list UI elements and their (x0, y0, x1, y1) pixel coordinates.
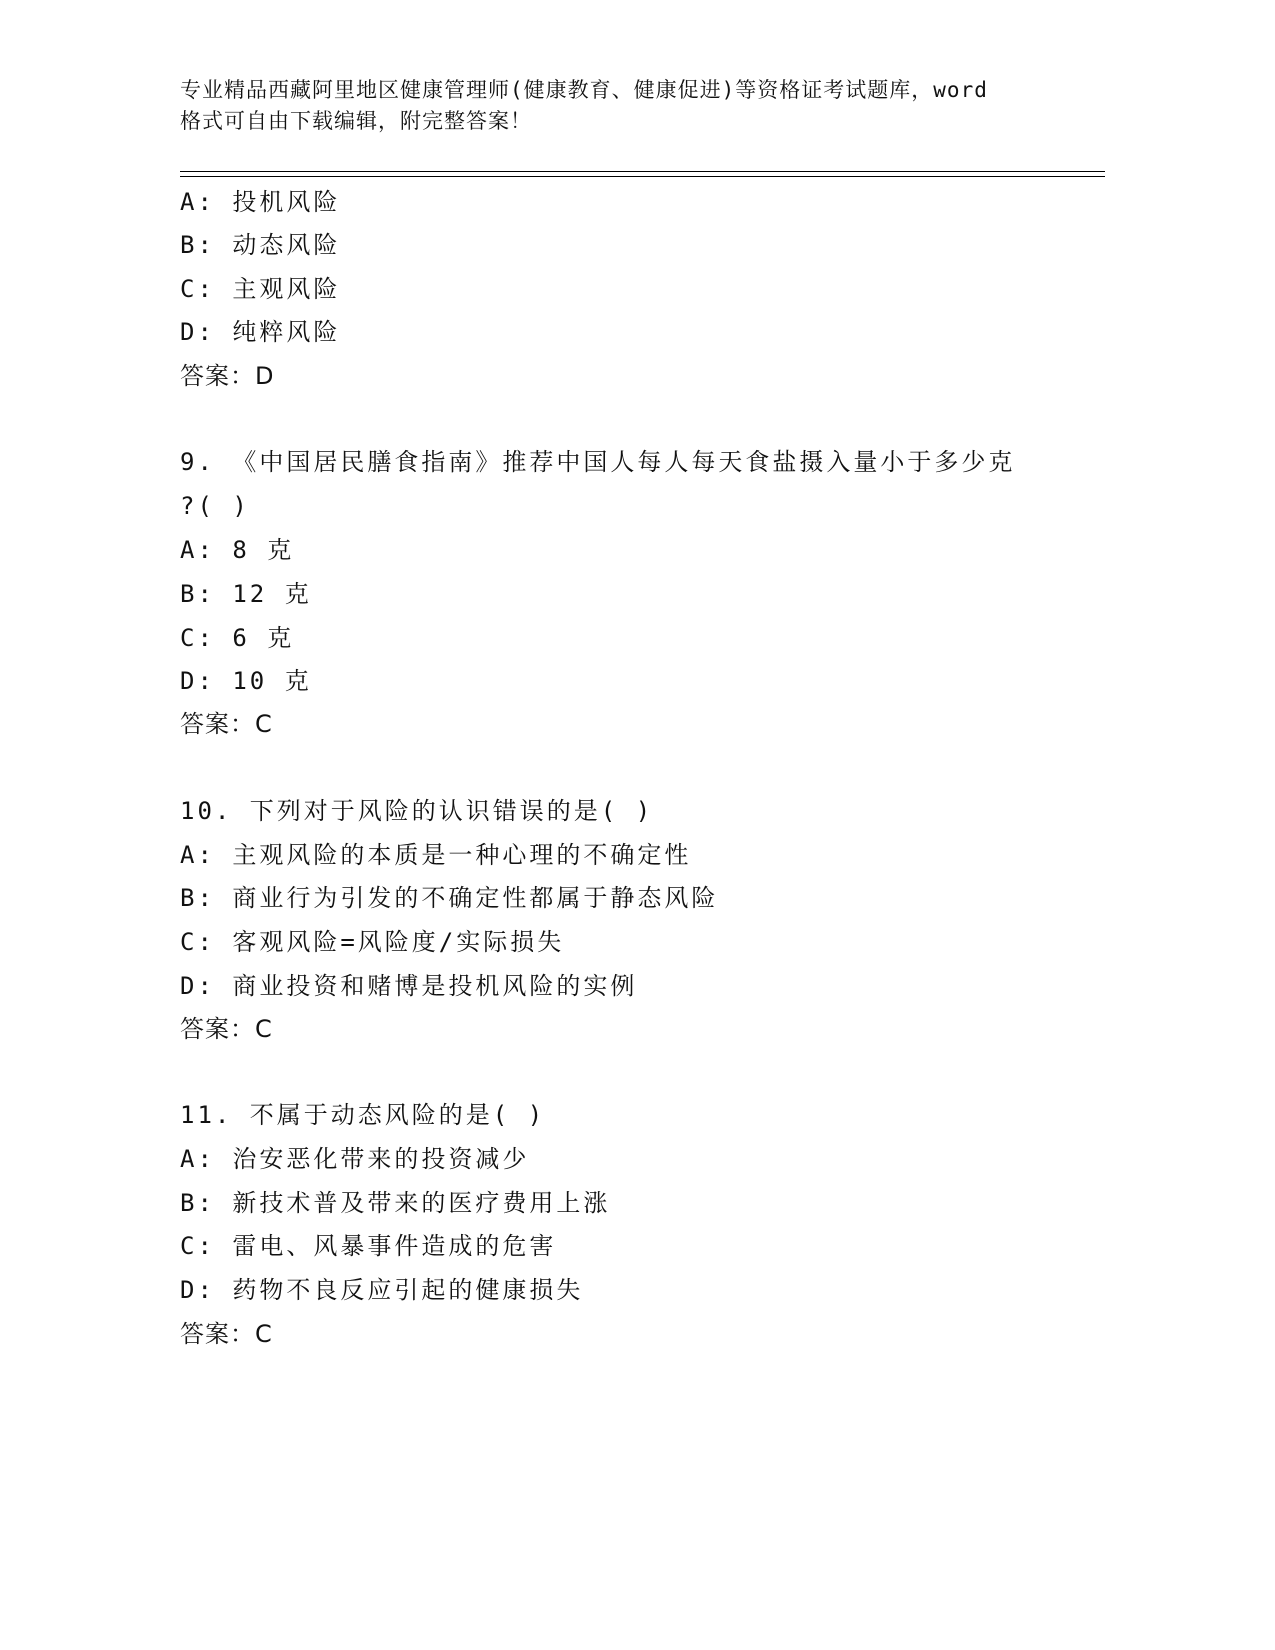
divider-top (180, 171, 1105, 172)
q9-question-cont: ?( ) (180, 492, 250, 520)
q9-option-b: B: 12 克 (180, 580, 312, 608)
header-line-2: 格式可自由下载编辑，附完整答案！ (180, 109, 532, 133)
q9-option-a: A: 8 克 (180, 536, 295, 564)
q10-option-b: B: 商业行为引发的不确定性都属于静态风险 (180, 884, 719, 912)
q8-option-a: A: 投机风险 (180, 188, 341, 216)
q11-option-a: A: 治安恶化带来的投资减少 (180, 1145, 530, 1173)
q11-option-c: C: 雷电、风暴事件造成的危害 (180, 1232, 557, 1260)
divider-bottom (180, 176, 1105, 177)
q8-option-b: B: 动态风险 (180, 231, 341, 259)
q11-option-d: D: 药物不良反应引起的健康损失 (180, 1276, 584, 1304)
q11-option-b: B: 新技术普及带来的医疗费用上涨 (180, 1189, 611, 1217)
q10-option-d: D: 商业投资和赌博是投机风险的实例 (180, 972, 638, 1000)
q10-option-c: C: 客观风险=风险度/实际损失 (180, 928, 565, 956)
q11-answer: 答案：C (180, 1320, 273, 1348)
q10-option-a: A: 主观风险的本质是一种心理的不确定性 (180, 841, 692, 869)
q10-question: 10. 下列对于风险的认识错误的是( ) (180, 797, 654, 825)
q11-question: 11. 不属于动态风险的是( ) (180, 1101, 546, 1129)
q8-option-d: D: 纯粹风险 (180, 318, 341, 346)
q9-option-c: C: 6 克 (180, 624, 295, 652)
q8-option-c: C: 主观风险 (180, 275, 341, 303)
q9-answer: 答案：C (180, 710, 273, 738)
q9-option-d: D: 10 克 (180, 667, 312, 695)
q9-question: 9. 《中国居民膳食指南》推荐中国人每人每天食盐摄入量小于多少克 (180, 448, 1016, 476)
header-line-1: 专业精品西藏阿里地区健康管理师(健康教育、健康促进)等资格证考试题库，word (180, 78, 988, 102)
q8-answer: 答案：D (180, 362, 275, 390)
q10-answer: 答案：C (180, 1015, 273, 1043)
